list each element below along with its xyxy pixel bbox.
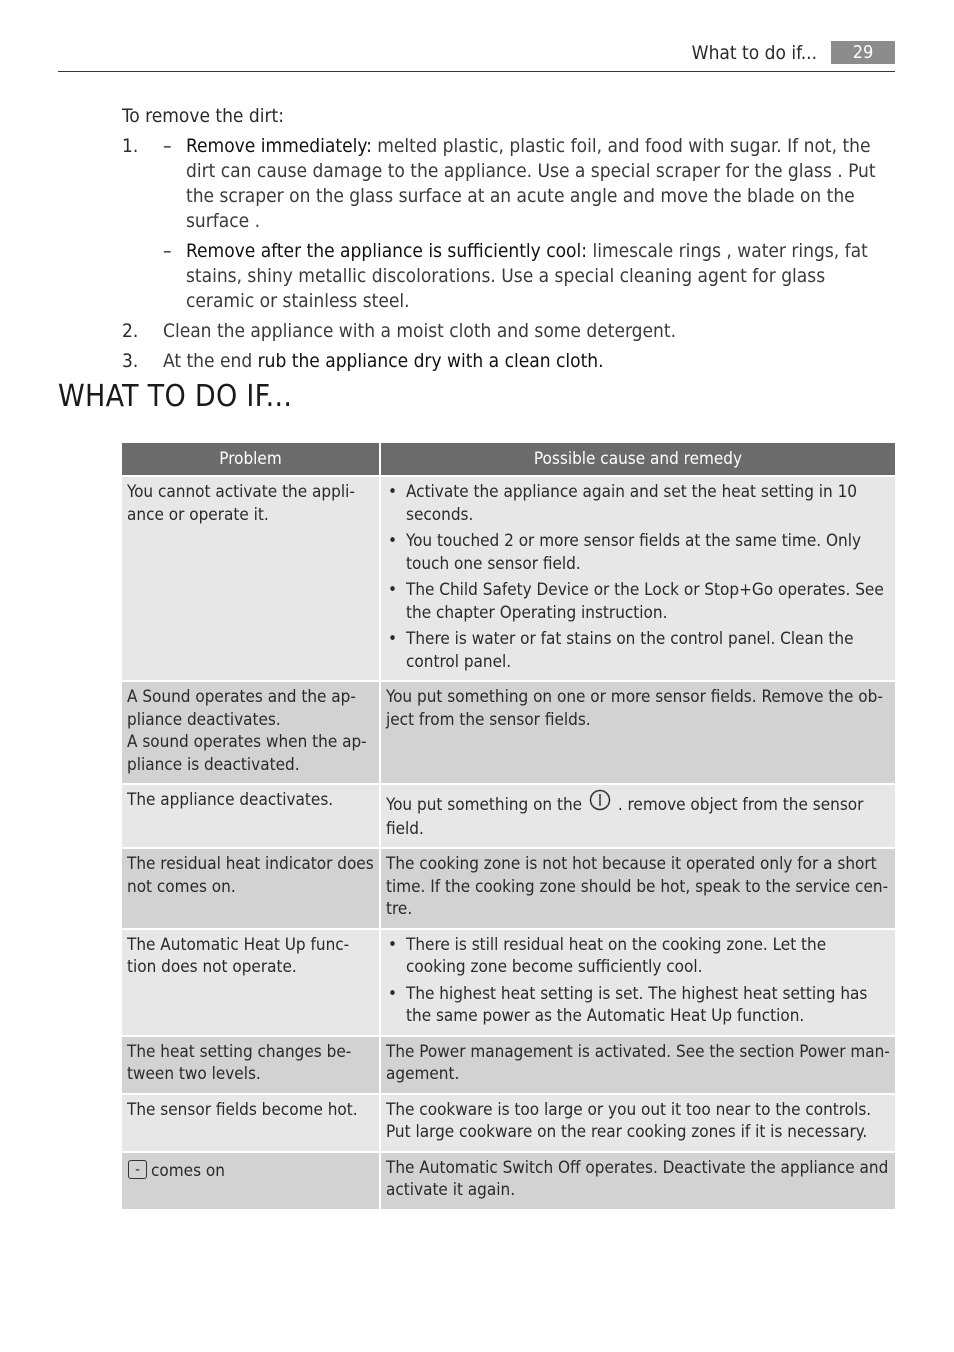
remedy-cell: The Power management is activated. See the section Power man-agement. [380, 1036, 895, 1094]
table-row [122, 476, 895, 681]
step-1-item-2 [163, 239, 892, 314]
problem-cell: The residual heat indicator does not comes on. [122, 848, 380, 929]
list-item: • There is water or fat stains on the control panel. Clean the control panel. [386, 628, 890, 673]
remedy-cell: You put something on one or more sensor fields. Remove the ob-ject from the sensor fields. [380, 681, 895, 784]
problem-cell: The appliance deactivates. [122, 784, 380, 848]
step-number: 1. [122, 135, 139, 157]
remedy-text-before: You put something on the [386, 794, 583, 815]
table-row [122, 681, 895, 784]
column-header-problem: Problem [122, 443, 380, 476]
power-icon [589, 789, 611, 818]
list-item: • The Child Safety Device or the Lock or Stop+Go operates. See the chapter Operating instruction. [386, 579, 890, 624]
header-section-title: What to do if... [691, 42, 817, 64]
step-1-item-1 [163, 134, 892, 234]
item-text: melted plastic, plastic foil, and food with sugar. If not, the dirt can cause damage to the appliance. Use a special scraper for the glass . Put the scraper on the glass surface at an acute angle and move the blade on the surface . [186, 135, 876, 232]
table-row [122, 1152, 895, 1210]
cleaning-heading: To remove the dirt: [122, 105, 284, 127]
problem-cell: The sensor fields become hot. [122, 1094, 380, 1152]
cleaning-instructions [122, 104, 892, 379]
problem-cell: You cannot activate the appli-ance or operate it. [122, 476, 380, 681]
remedy-cell: The cookware is too large or you out it too near to the controls. Put large cookware on the rear cooking zones if it is necessary. [380, 1094, 895, 1152]
remedy-cell [380, 784, 895, 848]
item-label: Remove immediately: [186, 135, 372, 157]
list-item: • There is still residual heat on the cooking zone. Let the cooking zone become sufficiently cool. [386, 934, 890, 979]
problem-cell: The Automatic Heat Up func-tion does not operate. [122, 929, 380, 1036]
step-prefix: At the end [163, 350, 258, 372]
problem-cell [122, 681, 380, 784]
remedy-list [386, 481, 890, 673]
problem-cell: The heat setting changes be-tween two levels. [122, 1036, 380, 1094]
table-row [122, 1036, 895, 1094]
page-number: 29 [831, 41, 895, 64]
step-text: Clean the appliance with a moist cloth and some detergent. [163, 320, 676, 342]
remedy-cell [380, 476, 895, 681]
remedy-cell [380, 929, 895, 1036]
table-row [122, 929, 895, 1036]
item-text: limescale rings , water rings, fat stains, shiny metallic discolorations. Use a special cleaning agent for glass ceramic or stainless steel. [186, 240, 868, 312]
remedy-cell: The Automatic Switch Off operates. Deactivate the appliance and activate it again. [380, 1152, 895, 1210]
troubleshooting-table [122, 443, 895, 1211]
problem-text: comes on [151, 1160, 225, 1181]
remedy-cell: The cooking zone is not hot because it operated only for a short time. If the cooking zone should be hot, speak to the service cen-tre. [380, 848, 895, 929]
minus-icon: - [128, 1160, 147, 1179]
list-item: • You touched 2 or more sensor fields at the same time. Only touch one sensor field. [386, 530, 890, 575]
step-2 [122, 319, 892, 344]
list-item: • Activate the appliance again and set the heat setting in 10 seconds. [386, 481, 890, 526]
dash-marker: – [163, 240, 172, 262]
section-title: WHAT TO DO IF... [58, 379, 293, 414]
problem-line: A Sound operates and the ap-pliance deactivates. [127, 687, 356, 730]
table-row [122, 848, 895, 929]
table-row [122, 784, 895, 848]
step-number: 3. [122, 350, 139, 372]
step-3 [122, 349, 892, 374]
problem-cell [122, 1152, 380, 1210]
table-header-row [122, 443, 895, 476]
remedy-text-after: . remove object from the sensor field. [386, 794, 864, 839]
step-1 [122, 134, 892, 314]
remedy-list [386, 934, 890, 1028]
list-item: • The highest heat setting is set. The highest heat setting has the same power as the Automatic Heat Up function. [386, 983, 890, 1028]
step-emphasis: rub the appliance dry with a clean cloth. [257, 350, 604, 372]
page-header [58, 40, 895, 72]
step-number: 2. [122, 320, 139, 342]
table-row [122, 1094, 895, 1152]
item-label: Remove after the appliance is sufficiently cool: [186, 240, 588, 262]
problem-line: A sound operates when the ap-pliance is deactivated. [127, 732, 367, 775]
dash-marker: – [163, 135, 172, 157]
column-header-remedy: Possible cause and remedy [380, 443, 895, 476]
